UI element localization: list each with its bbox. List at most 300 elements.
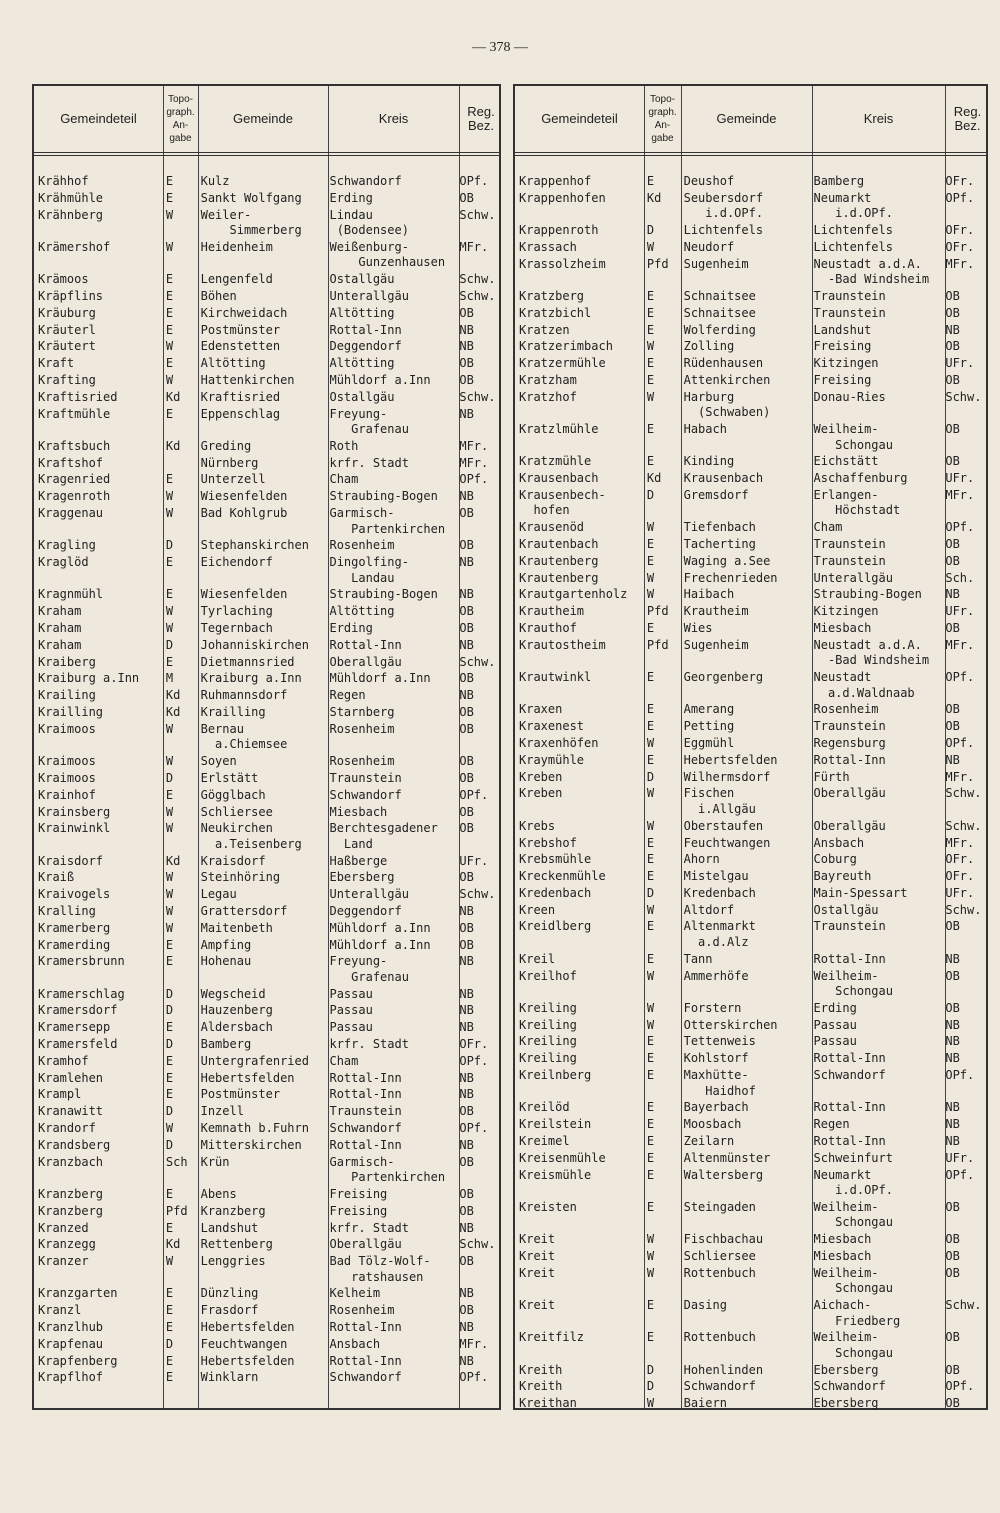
gemeindeteil-cell: Kreiling bbox=[519, 1034, 577, 1049]
table-row bbox=[515, 736, 986, 752]
regbez-cell: OPf. bbox=[945, 736, 975, 751]
gemeinde-cell: Hohenau bbox=[200, 954, 252, 969]
topo-cell: E bbox=[646, 422, 655, 437]
gemeinde-cell: Mistelgau bbox=[683, 869, 749, 884]
kreis-cell: Unterallgäu bbox=[329, 288, 409, 303]
topo-cell: E bbox=[646, 174, 655, 188]
topo-cell: Kd bbox=[165, 853, 181, 868]
regbez-cell: MFr. bbox=[945, 256, 975, 271]
kreis-cell: Haßberge bbox=[329, 853, 388, 868]
gemeinde-cell: Sugenheim bbox=[683, 637, 749, 652]
table-row bbox=[515, 869, 986, 885]
gemeindeteil-cell: Kramersdorf bbox=[38, 1003, 118, 1018]
table-row bbox=[515, 1034, 986, 1050]
kreis-cell: Traunstein bbox=[813, 719, 886, 734]
gemeindeteil-cell: Kreben bbox=[519, 786, 563, 801]
regbez-cell: Schw. bbox=[945, 786, 982, 801]
gemeindeteil-cell: Krausenöd bbox=[519, 520, 585, 535]
gemeinde-cell: Postmünster bbox=[200, 322, 281, 337]
table-row bbox=[34, 870, 499, 886]
gemeinde-cell: Neudorf bbox=[683, 239, 735, 254]
table-row bbox=[515, 191, 986, 222]
gemeindeteil-cell: Krähnberg bbox=[38, 207, 104, 222]
table-row bbox=[34, 1370, 499, 1386]
kreis-cell: Schwandorf bbox=[329, 787, 402, 802]
regbez-cell: OB bbox=[459, 1203, 474, 1218]
kreis-cell: Altötting bbox=[329, 604, 395, 619]
gemeindeteil-cell: Kramersepp bbox=[38, 1020, 111, 1035]
topo-cell: M bbox=[165, 671, 174, 686]
kreis-cell: Rottal-Inn bbox=[329, 1070, 402, 1085]
topo-cell: Kd bbox=[165, 1237, 181, 1252]
gemeinde-cell: Kinding bbox=[683, 454, 735, 469]
gemeindeteil-cell: Krautwinkl bbox=[519, 670, 592, 685]
gemeinde-cell: Frechenrieden bbox=[683, 570, 778, 585]
topo-cell: E bbox=[165, 654, 174, 669]
topo-cell: W bbox=[165, 821, 174, 836]
gemeindeteil-cell: Kraiß bbox=[38, 870, 75, 885]
gemeindeteil-cell: Kraxen bbox=[519, 702, 563, 717]
table-row bbox=[515, 520, 986, 536]
regbez-cell: NB bbox=[459, 1020, 474, 1035]
topo-cell: E bbox=[165, 954, 174, 969]
table-row bbox=[515, 1068, 986, 1099]
kreis-cell: Rosenheim bbox=[329, 721, 395, 736]
gemeinde-cell: Neukirchen a.Teisenberg bbox=[200, 821, 302, 851]
kreis-cell: Rottal-Inn bbox=[329, 1353, 402, 1368]
gemeindeteil-cell: Kraymühle bbox=[519, 752, 585, 767]
topo-cell: E bbox=[646, 1298, 655, 1313]
gemeindeteil-cell: Krautenberg bbox=[519, 553, 599, 568]
kreis-cell: Rottal-Inn bbox=[813, 951, 886, 966]
regbez-cell: MFr. bbox=[945, 487, 975, 502]
gemeinde-cell: Legau bbox=[200, 887, 237, 902]
gemeinde-cell: Landshut bbox=[200, 1220, 259, 1235]
regbez-cell: OFr. bbox=[945, 852, 975, 867]
gemeindeteil-cell: Kranzgarten bbox=[38, 1286, 118, 1301]
header-rule bbox=[34, 152, 499, 153]
gemeinde-cell: Altenmünster bbox=[683, 1150, 771, 1165]
table-row bbox=[34, 240, 499, 271]
gemeinde-cell: Zolling bbox=[683, 339, 735, 354]
table-row bbox=[34, 805, 499, 821]
gemeindeteil-cell: Krautenberg bbox=[519, 570, 599, 585]
gemeinde-cell: Altötting bbox=[200, 356, 266, 371]
kreis-cell: Rottal-Inn bbox=[329, 637, 402, 652]
topo-cell: E bbox=[646, 1117, 655, 1132]
regbez-cell: OFr. bbox=[945, 239, 975, 254]
gemeinde-cell: Untergrafenried bbox=[200, 1053, 309, 1068]
kreis-cell: Schwandorf bbox=[813, 1379, 886, 1394]
table-row bbox=[34, 671, 499, 687]
topo-cell: W bbox=[165, 804, 174, 819]
topo-cell: E bbox=[646, 1051, 655, 1066]
gemeinde-cell: Rüdenhausen bbox=[683, 356, 764, 371]
gemeinde-cell: Steinhöring bbox=[200, 870, 281, 885]
kreis-cell: Rosenheim bbox=[329, 538, 395, 553]
kreis-cell: Deggendorf bbox=[329, 903, 402, 918]
regbez-cell: NB bbox=[459, 587, 474, 602]
kreis-cell: Eichstätt bbox=[813, 454, 879, 469]
gemeinde-cell: Ruhmannsdorf bbox=[200, 688, 288, 703]
gemeindeteil-cell: Kreimel bbox=[519, 1133, 570, 1148]
topo-cell: D bbox=[165, 1104, 174, 1119]
regbez-cell: Schw. bbox=[459, 887, 496, 902]
gemeindeteil-cell: Kreithan bbox=[519, 1396, 577, 1411]
gemeindeteil-cell: Kreilstein bbox=[519, 1117, 592, 1132]
gemeinde-cell: Eichendorf bbox=[200, 555, 273, 570]
kreis-cell: Garmisch- Partenkirchen bbox=[329, 1154, 446, 1185]
topo-cell: W bbox=[646, 968, 655, 983]
gemeindeteil-cell: Kraxenhöfen bbox=[519, 736, 599, 751]
regbez-cell: OPf. bbox=[945, 1068, 975, 1083]
gemeinde-cell: Soyen bbox=[200, 754, 237, 769]
topo-cell: E bbox=[646, 1100, 655, 1115]
regbez-cell: OPf. bbox=[459, 1370, 489, 1385]
topo-cell: W bbox=[646, 520, 655, 535]
topo-cell: W bbox=[646, 339, 655, 354]
topo-cell: W bbox=[165, 754, 174, 769]
regbez-cell: Schw. bbox=[459, 654, 496, 669]
table-row bbox=[515, 1100, 986, 1116]
gemeinde-cell: Krün bbox=[200, 1154, 230, 1169]
table-row bbox=[515, 339, 986, 355]
header-reg-bez: Reg. Bez. bbox=[953, 104, 982, 133]
gemeinde-cell: Amerang bbox=[683, 702, 735, 717]
topo-cell: E bbox=[165, 1220, 174, 1235]
topo-cell: W bbox=[165, 239, 174, 254]
kreis-cell: Freyung- Grafenau bbox=[329, 406, 409, 437]
gemeinde-cell: Habach bbox=[683, 422, 727, 437]
table-row bbox=[515, 471, 986, 487]
kreis-cell: Oberallgäu bbox=[329, 1237, 402, 1252]
gemeindeteil-cell: Kratzberg bbox=[519, 288, 585, 303]
gemeinde-cell: Schnaitsee bbox=[683, 305, 756, 320]
table-row bbox=[34, 489, 499, 505]
kreis-cell: Neustadt a.d.Waldnaab bbox=[813, 670, 915, 700]
regbez-cell: NB bbox=[459, 489, 474, 504]
gemeindeteil-cell: Kraham bbox=[38, 604, 82, 619]
gemeinde-cell: Bernau a.Chiemsee bbox=[200, 721, 288, 752]
kreis-cell: Ostallgäu bbox=[329, 389, 395, 404]
gemeindeteil-cell: Kreit bbox=[519, 1232, 556, 1247]
table-row bbox=[34, 1337, 499, 1353]
topo-cell: W bbox=[646, 1232, 655, 1247]
gemeindeteil-cell: Kreith bbox=[519, 1362, 563, 1377]
regbez-cell: OB bbox=[459, 1104, 474, 1119]
topo-cell: W bbox=[165, 1121, 174, 1136]
table-row bbox=[34, 904, 499, 920]
gemeinde-cell: Rottenbuch bbox=[683, 1265, 756, 1280]
gemeindeteil-cell: Krapfenberg bbox=[38, 1353, 118, 1368]
gemeinde-cell: Wegscheid bbox=[200, 986, 266, 1001]
gemeindeteil-cell: Kranzl bbox=[38, 1303, 82, 1318]
kreis-cell: Schwandorf bbox=[813, 1068, 886, 1083]
gemeinde-cell: Kranzberg bbox=[200, 1203, 266, 1218]
topo-cell: E bbox=[165, 1303, 174, 1318]
gemeindeteil-cell: Krafting bbox=[38, 372, 96, 387]
gemeindeteil-cell: Kranzegg bbox=[38, 1237, 96, 1252]
header-gemeinde: Gemeinde bbox=[233, 111, 293, 126]
gemeinde-cell: Fischbachau bbox=[683, 1232, 764, 1247]
gemeinde-cell: Bayerbach bbox=[683, 1100, 749, 1115]
table-row bbox=[515, 537, 986, 553]
topo-cell: E bbox=[646, 1199, 655, 1214]
regbez-cell: OB bbox=[945, 919, 960, 934]
table-row bbox=[515, 1232, 986, 1248]
regbez-cell: Schw. bbox=[459, 288, 496, 303]
table-row bbox=[515, 952, 986, 968]
topo-cell: W bbox=[165, 372, 174, 387]
gemeinde-cell: Johanniskirchen bbox=[200, 637, 309, 652]
topo-cell: W bbox=[646, 1248, 655, 1263]
gemeindeteil-cell: Kranzbach bbox=[38, 1154, 104, 1169]
table-row bbox=[515, 1266, 986, 1297]
gemeinde-cell: Maxhütte- Haidhof bbox=[683, 1068, 756, 1098]
regbez-cell: OB bbox=[945, 1248, 960, 1263]
gemeindeteil-cell: Kraiburg a.Inn bbox=[38, 671, 140, 686]
gemeinde-cell: Seubersdorf i.d.OPf. bbox=[683, 190, 764, 221]
topo-cell bbox=[162, 456, 197, 472]
table-row bbox=[515, 306, 986, 322]
regbez-cell: MFr. bbox=[945, 769, 975, 784]
regbez-cell: OB bbox=[459, 770, 474, 785]
table-row bbox=[34, 621, 499, 637]
table-row bbox=[34, 788, 499, 804]
table-row bbox=[515, 373, 986, 389]
table-row bbox=[34, 506, 499, 537]
kreis-cell: Dingolfing- Landau bbox=[329, 555, 409, 585]
gemeinde-cell: Gögglbach bbox=[200, 787, 266, 802]
regbez-cell: Schw. bbox=[459, 272, 496, 287]
gemeinde-cell: Inzell bbox=[200, 1104, 244, 1119]
regbez-cell: Schw. bbox=[459, 1237, 496, 1252]
topo-cell: D bbox=[165, 1336, 174, 1351]
gemeinde-cell: Altdorf bbox=[683, 902, 735, 917]
regbez-cell: NB bbox=[945, 1133, 960, 1148]
page-number: — 378 — bbox=[472, 40, 528, 55]
table-row bbox=[515, 1396, 986, 1412]
table-row bbox=[515, 1200, 986, 1231]
gemeinde-cell: Ampfing bbox=[200, 937, 252, 952]
gemeinde-cell: Tegernbach bbox=[200, 621, 273, 636]
header-reg-bez: Reg. Bez. bbox=[467, 104, 495, 133]
table-row bbox=[34, 638, 499, 654]
topo-cell: D bbox=[646, 1362, 655, 1377]
kreis-cell: Schweinfurt bbox=[813, 1150, 893, 1165]
gemeindeteil-cell: Krebs bbox=[519, 818, 556, 833]
kreis-cell: Freising bbox=[813, 372, 872, 387]
topo-cell: W bbox=[165, 1254, 174, 1269]
kreis-cell: Aschaffenburg bbox=[813, 471, 908, 486]
topo-cell: D bbox=[165, 1003, 174, 1018]
regbez-cell: Schw. bbox=[945, 389, 982, 404]
regbez-cell: OB bbox=[945, 454, 960, 469]
gemeindeteil-cell: Kreiling bbox=[519, 1000, 577, 1015]
header-gemeinde: Gemeinde bbox=[716, 111, 777, 126]
kreis-cell: Rottal-Inn bbox=[329, 1137, 402, 1152]
topo-cell: E bbox=[165, 322, 174, 337]
table-row bbox=[515, 604, 986, 620]
topo-cell: E bbox=[646, 951, 655, 966]
kreis-cell: Garmisch- Partenkirchen bbox=[329, 506, 446, 536]
gemeinde-cell: Kraftisried bbox=[200, 389, 281, 404]
gemeindeteil-cell: Kramerberg bbox=[38, 920, 111, 935]
regbez-cell: MFr. bbox=[459, 438, 489, 453]
topo-cell: E bbox=[165, 472, 174, 487]
gemeinde-cell: Rottenbuch bbox=[683, 1330, 756, 1345]
regbez-cell: OB bbox=[945, 305, 960, 320]
regbez-cell: OFr. bbox=[459, 1037, 489, 1052]
gemeindeteil-cell: Kranzberg bbox=[38, 1186, 104, 1201]
table-row bbox=[515, 786, 986, 817]
kreis-cell: Rottal-Inn bbox=[329, 322, 402, 337]
table-row bbox=[34, 272, 499, 288]
topo-cell: E bbox=[646, 454, 655, 469]
regbez-cell: OB bbox=[459, 870, 474, 885]
topo-cell: E bbox=[646, 719, 655, 734]
kreis-cell: Main-Spessart bbox=[813, 885, 908, 900]
table-row bbox=[34, 921, 499, 937]
table-row bbox=[515, 1168, 986, 1199]
table-row bbox=[515, 587, 986, 603]
regbez-cell: NB bbox=[459, 1087, 474, 1102]
regbez-cell: Schw. bbox=[945, 818, 982, 833]
header-rule bbox=[515, 152, 986, 153]
gemeinde-cell: Wies bbox=[683, 621, 713, 636]
gemeindeteil-cell: Kräuburg bbox=[38, 305, 96, 320]
kreis-cell: Regen bbox=[329, 688, 366, 703]
table-row bbox=[34, 1121, 499, 1137]
kreis-cell: Miesbach bbox=[813, 621, 872, 636]
topo-cell: E bbox=[646, 537, 655, 552]
gemeinde-cell: Unterzell bbox=[200, 472, 266, 487]
gemeinde-cell: Harburg (Schwaben) bbox=[683, 389, 771, 420]
topo-cell: W bbox=[646, 570, 655, 585]
kreis-cell: Mühldorf a.Inn bbox=[329, 372, 431, 387]
table-row bbox=[34, 1087, 499, 1103]
topo-cell: E bbox=[646, 1034, 655, 1049]
gemeindeteil-cell: Kraft bbox=[38, 356, 75, 371]
table-row bbox=[515, 719, 986, 735]
topo-cell: E bbox=[165, 1370, 174, 1385]
gemeindeteil-cell: Kreiling bbox=[519, 1051, 577, 1066]
kreis-cell: Passau bbox=[329, 1003, 373, 1018]
gemeindeteil-cell: Kraiberg bbox=[38, 654, 96, 669]
gemeinde-cell: Gremsdorf bbox=[683, 487, 749, 502]
topo-cell: E bbox=[165, 1286, 174, 1301]
gemeindeteil-cell: Kreisten bbox=[519, 1199, 577, 1214]
gemeinde-cell: Winklarn bbox=[200, 1370, 259, 1385]
regbez-cell: UFr. bbox=[945, 604, 975, 619]
kreis-cell: Freyung- Grafenau bbox=[329, 954, 409, 984]
gemeinde-cell: Kredenbach bbox=[683, 885, 756, 900]
kreis-cell: Weilheim- Schongau bbox=[813, 1330, 893, 1360]
regbez-cell: OPf. bbox=[459, 174, 489, 188]
kreis-cell: Traunstein bbox=[813, 305, 886, 320]
kreis-cell: Traunstein bbox=[813, 919, 886, 934]
topo-cell: W bbox=[646, 1017, 655, 1032]
kreis-cell: Fürth bbox=[813, 769, 850, 784]
topo-cell: E bbox=[646, 869, 655, 884]
kreis-cell: Ebersberg bbox=[813, 1362, 879, 1377]
regbez-cell: OB bbox=[945, 1396, 960, 1411]
regbez-cell: OB bbox=[945, 1199, 960, 1214]
gemeindeteil-cell: Kratzham bbox=[519, 372, 577, 387]
gemeinde-cell: Hauzenberg bbox=[200, 1003, 273, 1018]
kreis-cell: Starnberg bbox=[329, 705, 395, 720]
kreis-cell: Weißenburg- Gunzenhausen bbox=[329, 239, 446, 270]
gemeinde-cell: Greding bbox=[200, 438, 252, 453]
regbez-cell: NB bbox=[459, 1003, 474, 1018]
topo-cell: E bbox=[165, 174, 174, 188]
regbez-cell: OB bbox=[459, 937, 474, 952]
gemeinde-cell: Abens bbox=[200, 1186, 237, 1201]
kreis-cell: Oberallgäu bbox=[813, 818, 886, 833]
table-row bbox=[515, 454, 986, 470]
regbez-cell: NB bbox=[459, 1320, 474, 1335]
gemeindeteil-cell: Kramhof bbox=[38, 1053, 89, 1068]
gemeinde-cell: Aldersbach bbox=[200, 1020, 273, 1035]
gemeindeteil-cell: Kratzmühle bbox=[519, 454, 592, 469]
table-row bbox=[515, 1249, 986, 1265]
table-row bbox=[515, 1134, 986, 1150]
gemeinde-cell: Wiesenfelden bbox=[200, 489, 288, 504]
regbez-cell: Sch. bbox=[945, 570, 975, 585]
gemeinde-cell: Otterskirchen bbox=[683, 1017, 778, 1032]
gemeinde-cell: Feuchtwangen bbox=[683, 835, 771, 850]
regbez-cell: NB bbox=[459, 555, 474, 570]
gemeindeteil-cell: Kramerding bbox=[38, 937, 111, 952]
topo-cell: E bbox=[646, 919, 655, 934]
topo-cell: D bbox=[165, 1037, 174, 1052]
regbez-cell: OB bbox=[945, 1265, 960, 1280]
regbez-cell: Schw. bbox=[945, 1298, 982, 1313]
table-row bbox=[34, 1104, 499, 1120]
regbez-cell: OB bbox=[459, 920, 474, 935]
kreis-cell: Erding bbox=[329, 621, 373, 636]
gemeinde-cell: Stephanskirchen bbox=[200, 538, 309, 553]
gemeinde-cell: Schwandorf bbox=[683, 1379, 756, 1394]
kreis-cell: Schwandorf bbox=[329, 1121, 402, 1136]
header-rule bbox=[515, 155, 986, 156]
kreis-cell: Ostallgäu bbox=[329, 272, 395, 287]
kreis-cell: Deggendorf bbox=[329, 339, 402, 354]
gemeindeteil-cell: Kramerschlag bbox=[38, 986, 125, 1001]
gemeindeteil-cell: Krauthof bbox=[519, 621, 577, 636]
kreis-cell: Bad Tölz-Wolf- ratshausen bbox=[329, 1254, 431, 1284]
table-row bbox=[515, 886, 986, 902]
topo-cell: W bbox=[165, 339, 174, 354]
gemeindeteil-cell: Kreidlberg bbox=[519, 919, 592, 934]
regbez-cell: OFr. bbox=[945, 174, 975, 188]
topo-cell: E bbox=[165, 587, 174, 602]
gemeindeteil-cell: Kratzerimbach bbox=[519, 339, 613, 354]
table-body bbox=[34, 174, 499, 1387]
gemeindeteil-cell: Krausenbach bbox=[519, 471, 599, 486]
kreis-cell: krfr. Stadt bbox=[329, 1220, 409, 1235]
topo-cell: E bbox=[646, 670, 655, 685]
topo-cell: W bbox=[165, 506, 174, 521]
gemeindeteil-cell: Kranzer bbox=[38, 1254, 89, 1269]
gemeinde-cell: Altenmarkt a.d.Alz bbox=[683, 919, 756, 949]
topo-cell: W bbox=[165, 489, 174, 504]
kreis-cell: Weilheim- Schongau bbox=[813, 968, 893, 999]
topo-cell: W bbox=[165, 604, 174, 619]
gemeinde-cell: Böhen bbox=[200, 288, 237, 303]
gemeindeteil-cell: Kreit bbox=[519, 1265, 556, 1280]
table-row bbox=[515, 836, 986, 852]
